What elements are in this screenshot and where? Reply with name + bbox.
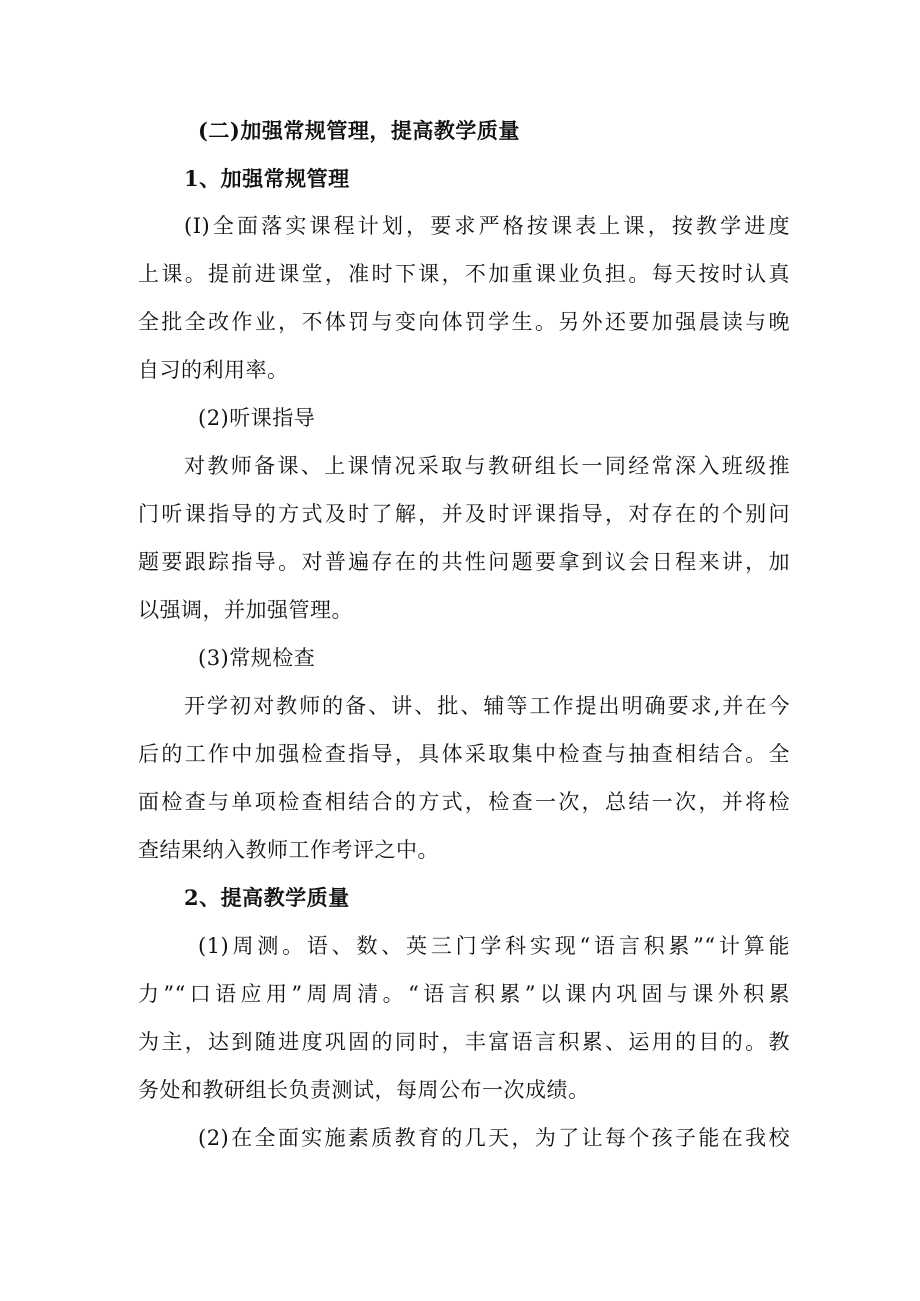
paragraph-line: 自习的利用率。 [138,358,289,382]
paragraph-line: 力”“口语应用”周周清。“语言积累”以课内巩固与课外积累 [138,982,790,1006]
section-heading: (二)加强常规管理，提高教学质量 [198,118,520,143]
item-heading-3: (3)常规检查 [198,646,316,670]
paragraph-line: 查结果纳入教师工作考评之中。 [138,838,439,862]
paragraph-line: 开学初对教师的备、讲、批、辅等工作提出明确要求,并在今 [184,694,790,718]
paragraph-line: 全批全改作业，不体罚与变向体罚学生。另外还要加强晨读与晚 [138,310,790,334]
subsection-heading-2: 2、提高教学质量 [184,885,350,910]
paragraph-line: 题要跟踪指导。对普遍存在的共性问题要拿到议会日程来讲，加 [138,550,790,574]
subsection-heading-1: 1、加强常规管理 [184,166,350,191]
paragraph-line: 面检查与单项检查相结合的方式，检查一次，总结一次，并将检 [138,790,790,814]
paragraph-line: 后的工作中加强检查指导，具体采取集中检查与抽查相结合。全 [138,742,790,766]
paragraph-line: 门听课指导的方式及时了解，并及时评课指导，对存在的个别问 [138,502,790,526]
paragraph-line: 务处和教研组长负责测试，每周公布一次成绩。 [138,1078,590,1102]
item-heading-2: (2)听课指导 [198,406,316,430]
paragraph-line: (2)在全面实施素质教育的几天，为了让每个孩子能在我校 [198,1126,790,1150]
paragraph-line: 为主，达到随进度巩固的同时，丰富语言积累、运用的目的。教 [138,1030,790,1054]
paragraph-line: (I)全面落实课程计划，要求严格按课表上课，按教学进度 [184,214,790,238]
paragraph-line: 上课。提前进课堂，准时下课，不加重课业负担。每天按时认真 [138,262,790,286]
paragraph-line: (1)周测。语、数、英三门学科实现“语言积累”“计算能 [198,934,790,958]
paragraph-line: 对教师备课、上课情况采取与教研组长一同经常深入班级推 [184,454,790,478]
paragraph-line: 以强调，并加强管理。 [138,598,353,622]
